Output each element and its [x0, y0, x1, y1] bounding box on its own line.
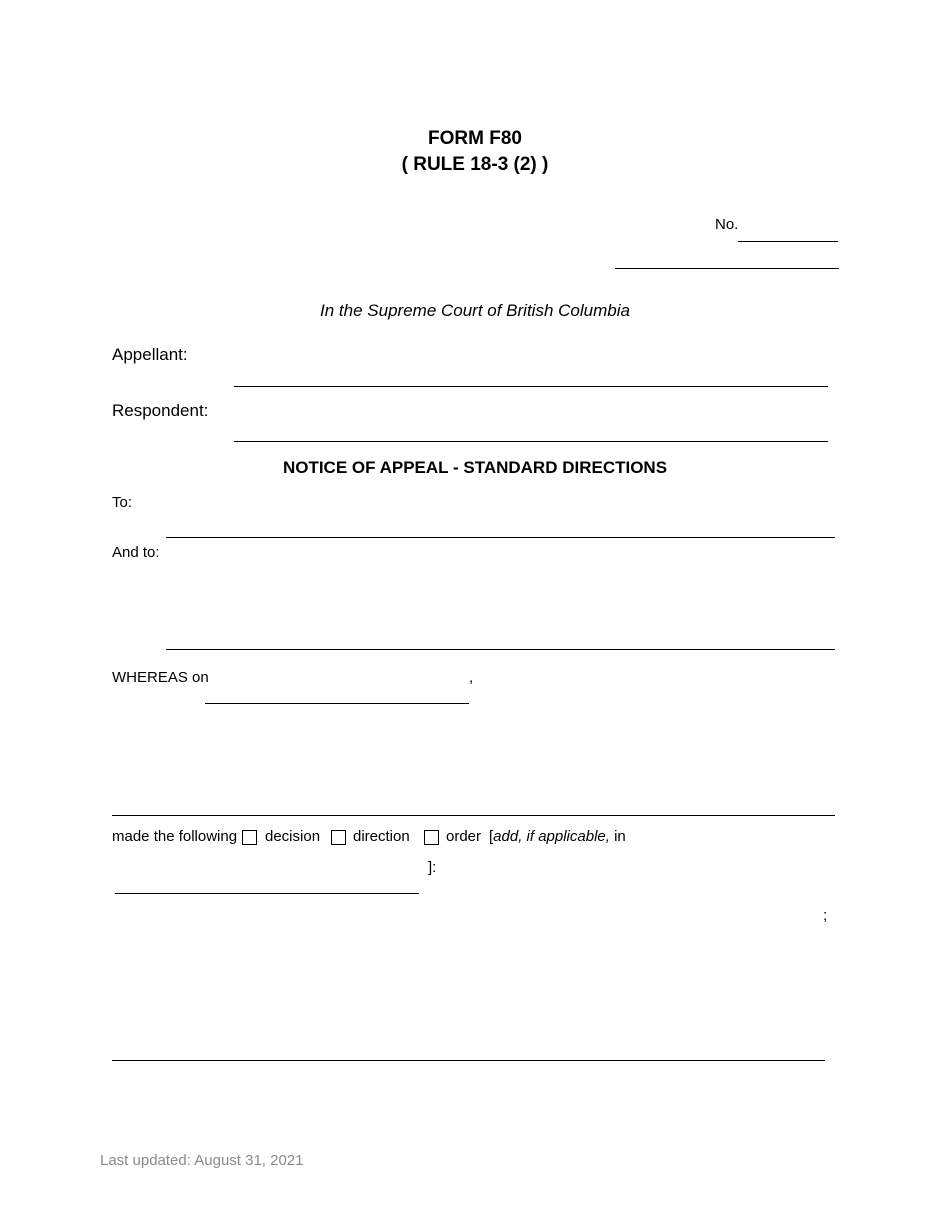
file-number-field[interactable]: [738, 241, 838, 242]
court-name: In the Supreme Court of British Columbia: [320, 301, 630, 320]
note-close-bracket: ]:: [428, 859, 437, 876]
respondent-field[interactable]: [234, 441, 828, 442]
form-title: FORM F80: [428, 128, 522, 149]
to-label: To:: [112, 494, 133, 511]
note-italic: add, if applicable,: [493, 828, 610, 845]
rule-reference: ( RULE 18-3 (2) ): [401, 154, 549, 175]
decision-details-field[interactable]: [112, 1060, 825, 1061]
whereas-details-field[interactable]: [112, 815, 835, 816]
direction-checkbox[interactable]: [331, 830, 346, 845]
to-field[interactable]: [166, 537, 835, 538]
applicable-note: [489, 828, 626, 845]
note-open-bracket: [: [489, 828, 494, 845]
appellant-label: Appellant:: [112, 345, 188, 364]
decision-option-label: decision: [265, 828, 321, 845]
semicolon: ;: [823, 907, 828, 924]
notice-heading: NOTICE OF APPEAL - STANDARD DIRECTIONS: [282, 458, 668, 477]
and-to-label: And to:: [112, 544, 160, 561]
and-to-field[interactable]: [166, 649, 835, 650]
whereas-label: WHEREAS on: [112, 669, 209, 686]
note-tail: in: [614, 828, 626, 845]
applicable-field[interactable]: [115, 893, 419, 894]
appellant-field[interactable]: [234, 386, 828, 387]
whereas-comma: ,: [469, 669, 474, 686]
file-number-label: No.: [715, 216, 739, 233]
form-title-block: [0, 126, 950, 178]
registry-line[interactable]: [615, 268, 839, 269]
order-checkbox[interactable]: [424, 830, 439, 845]
whereas-date-field[interactable]: [205, 703, 469, 704]
direction-option-label: direction: [353, 828, 410, 845]
last-updated-footer: Last updated: August 31, 2021: [100, 1152, 304, 1169]
decision-checkbox[interactable]: [242, 830, 257, 845]
order-option-label: order: [446, 828, 482, 845]
respondent-label: Respondent:: [112, 401, 209, 420]
made-following-label: made the following: [112, 828, 238, 845]
